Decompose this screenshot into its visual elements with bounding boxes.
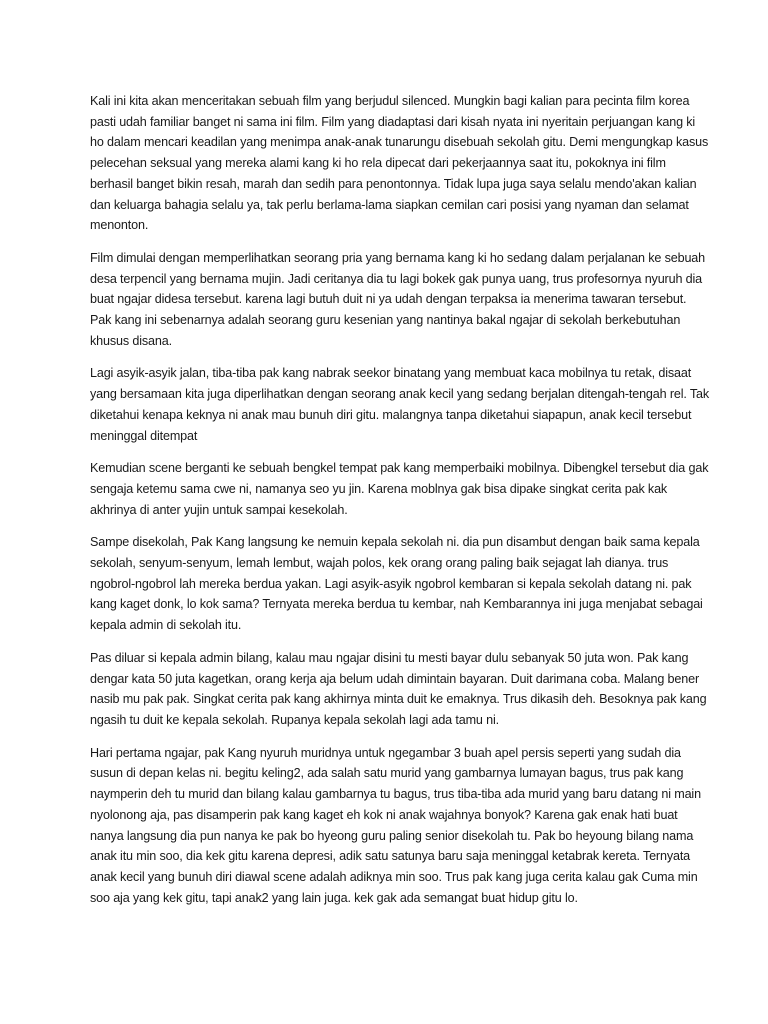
paragraph-workshop: Kemudian scene berganti ke sebuah bengkel tempat pak kang memperbaiki mobilnya. Dibengkel tersebut dia gak sengaja ketemu sama cwe ni, namanya seo yu jin. Karena moblnya gak bisa dipake singkat cerita pak kak akhrinya di anter yujin untuk sampai kesekolah. — [90, 461, 709, 517]
paragraph-film-start: Film dimulai dengan memperlihatkan seorang pria yang bernama kang ki ho sedang dalam perjalanan ke sebuah desa terpencil yang bernama mujin. Jadi ceritanya dia tu lagi bokek gak punya uang, trus profesornya nyuruh dia buat ngajar didesa tersebut. karena lagi butuh duit ni ya udah dengan terpaksa ia menerima tawaran tersebut. Pak kang ini sebenarnya adalah seorang guru kesenian yang nantinya bakal ngajar di sekolah berkebutuhan khusus disana. — [90, 250, 706, 348]
paragraph-payment: Pas diluar si kepala admin bilang, kalau mau ngajar disini tu mesti bayar dulu sebanyak 50 juta won. Pak kang dengar kata 50 juta kagetkan, orang kerja aja belum udah dimintain bayaran. Duit darimana coba. Malang bener nasib mu pak pak. Singkat cerita pak kang akhirnya minta duit ke emaknya. Trus dikasih deh. Besoknya pak kang ngasih tu duit ke kepala sekolah. Rupanya kepala sekolah lagi ada tamu ni. — [90, 650, 707, 727]
paragraph-intro: Kali ini kita akan menceritakan sebuah film yang berjudul silenced. Mungkin bagi kalian para pecinta film korea pasti udah familiar banget ni sama ini film. Film yang diadaptasi dari kisah nyata ini nyeritain perjuangan kang ki ho dalam mencari keadilan yang menimpa anak-anak tunarungu disebuah sekolah gitu. Demi mengungkap kasus pelecehan seksual yang mereka alami kang ki ho rela dipecat dari pekerjaannya saat itu, pokoknya ini film berhasil banget bikin resah, marah dan sedih para penontonnya. Tidak lupa juga saya selalu mendo'akan kalian dan keluarga bahagia selalu ya, tak perlu berlama-lama siapkan cemilan cari posisi yang nyaman dan selamat menonton. — [90, 94, 709, 233]
paragraph-first-day: Hari pertama ngajar, pak Kang nyuruh muridnya untuk ngegambar 3 buah apel persis seperti yang sudah dia susun di depan kelas ni. begitu keling2, ada salah satu murid yang gambarnya lumayan bagus, trus pak kang naymperin deh tu murid dan bilang kalau gambarnya tu bagus, trus tiba-tiba ada murid yang baru datang ni main nyolonong aja, pas disamperin pak kang kaget eh kok ni anak wajahnya bonyok? Karena gak enak hati buat nanya langsung dia pun nanya ke pak bo hyeong guru paling senior disekolah tu. Pak bo heyoung bilang nama anak itu min soo, dia kek gitu karena depresi, adik satu satunya baru saja meninggal ketabrak kereta. Ternyata anak kecil yang bunuh diri diawal scene adalah adiknya min soo. Trus pak kang juga cerita kalau gak Cuma min soo aja yang kek gitu, tapi anak2 yang lain juga. kek gak ada semangat buat hidup gitu lo. — [90, 745, 701, 905]
paragraph-accident: Lagi asyik-asyik jalan, tiba-tiba pak kang nabrak seekor binatang yang membuat kaca mobilnya tu retak, disaat yang bersamaan kita juga diperlihatkan dengan seorang anak kecil yang sedang berjalan ditengah-tengah rel. Tak diketahui kenapa keknya ni anak mau bunuh diri gitu. malangnya tanpa diketahui siapapun, anak kecil tersebut meninggal ditempat — [90, 366, 709, 443]
paragraph-principal: Sampe disekolah, Pak Kang langsung ke nemuin kepala sekolah ni. dia pun disambut dengan baik sama kepala sekolah, senyum-senyum, lemah lembut, wajah polos, kek orang orang paling baik sejagat lah dianya. trus ngobrol-ngobrol lah mereka berdua yakan. Lagi asyik-asyik ngobrol kembaran si kepala sekolah datang ni. pak kang kaget donk, lo kok sama? Ternyata mereka berdua tu kembar, nah Kembarannya ini juga menjabat sebagai kepala admin di sekolah itu. — [90, 535, 703, 633]
document-body — [90, 91, 710, 920]
